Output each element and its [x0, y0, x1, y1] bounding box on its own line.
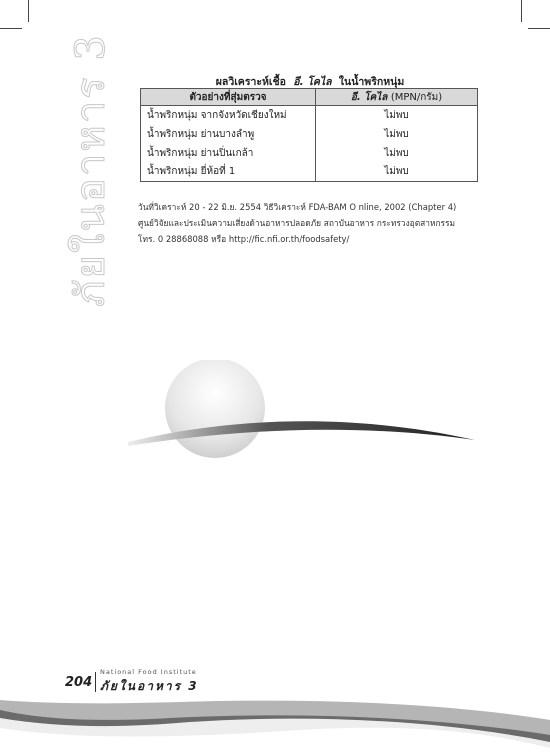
- sample-cell: น้ำพริกหนุ่ม ย่านบางลำพู: [141, 125, 316, 144]
- result-cell: ไม่พบ: [316, 125, 478, 144]
- footer-wave-band: [0, 680, 550, 754]
- sample-cell: น้ำพริกหนุ่ม ย่านปิ่นเกล้า: [141, 144, 316, 163]
- sphere-shape: [165, 360, 265, 458]
- table-row: [141, 106, 478, 125]
- header-sample: ตัวอย่างที่สุ่มตรวจ: [141, 89, 316, 106]
- crop-mark: [0, 28, 22, 29]
- note-line: ศูนย์วิจัยและประเมินความเสี่ยงด้านอาหารปลอดภัย สถาบันอาหาร กระทรวงอุตสาหกรรม: [138, 218, 456, 228]
- table-row: [141, 163, 478, 182]
- page-number: 204: [65, 675, 93, 690]
- table-row: [141, 125, 478, 144]
- sample-cell: น้ำพริกหนุ่ม จากจังหวัดเชียงใหม่: [141, 106, 316, 125]
- results-table: [140, 88, 478, 182]
- decorative-swoosh: [110, 360, 490, 460]
- side-title: ภัยในอาหาร 3: [68, 33, 115, 307]
- note-line: โทร. 0 28868088 หรือ http://fic.nfi.or.th/foodsafety/: [138, 234, 350, 244]
- crop-mark: [521, 0, 522, 22]
- footer-divider: [95, 672, 96, 692]
- header-result: อี. โคไล (MPN/กรัม): [316, 89, 478, 106]
- book-title: ภัยในอาหาร 3: [100, 679, 199, 693]
- crop-mark: [528, 28, 550, 29]
- note-line: วันที่วิเคราะห์ 20 - 22 มิ.ย. 2554 วิธีวิเคราะห์ FDA-BAM O nline, 2002 (Chapter 4): [138, 202, 457, 212]
- table-row: [141, 144, 478, 163]
- result-cell: ไม่พบ: [316, 106, 478, 125]
- table-header-row: [141, 89, 478, 106]
- source-notes: [138, 199, 488, 247]
- result-cell: ไม่พบ: [316, 163, 478, 182]
- result-cell: ไม่พบ: [316, 144, 478, 163]
- institute-name: National Food Institute: [100, 668, 197, 676]
- crop-mark: [28, 0, 29, 22]
- sample-cell: น้ำพริกหนุ่ม ยี่ห้อที่ 1: [141, 163, 316, 182]
- table-title: ผลวิเคราะห์เชื้อ อี. โคไล ในน้ำพริกหนุ่ม: [215, 76, 405, 88]
